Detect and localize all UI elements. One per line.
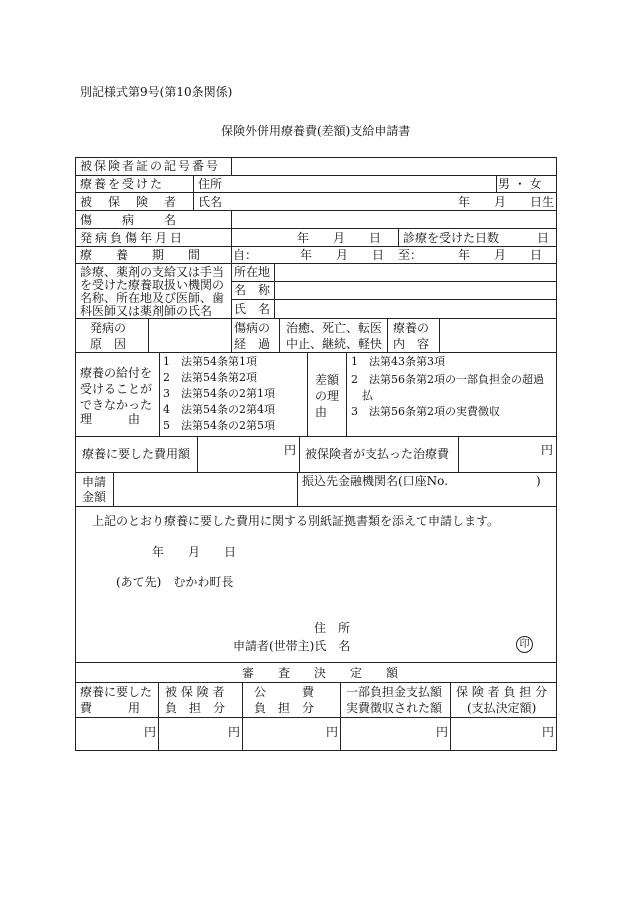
yen-unit: 円	[541, 443, 554, 457]
provider-doctor-field[interactable]	[275, 300, 556, 317]
list-item[interactable]: 5 法第54条の2第5項	[163, 419, 275, 432]
yen-unit: 円	[228, 725, 241, 739]
bank-label: 振込先金融機関名(口座No.	[302, 474, 449, 488]
review-header: 審 査 決 定 額	[242, 666, 405, 680]
cost-label: 療養に要した費用額	[82, 447, 191, 461]
applicant-address-label: 住 所	[314, 621, 351, 635]
yen-unit: 円	[284, 443, 297, 457]
period-from-label: 自：	[233, 248, 258, 262]
period-to-field[interactable]: 年 月 日	[458, 248, 543, 262]
cost-field[interactable]	[198, 437, 298, 471]
address-field[interactable]	[232, 176, 494, 191]
name-label: 氏名	[198, 195, 223, 209]
list-item[interactable]: 1 法第43条第3項	[351, 355, 445, 368]
declaration-text: 上記のとおり療養に要した費用に関する別紙証拠書類を添えて申請します。	[92, 514, 500, 528]
provider-location-label: 所在地	[234, 265, 271, 279]
address-label: 住所	[198, 177, 223, 191]
name-field[interactable]	[232, 193, 452, 209]
addressee: (あて先) むかわ町長	[116, 575, 234, 589]
bank-close: )	[536, 474, 541, 488]
applicant-name-label: 申請者(世帯主)氏 名	[233, 639, 351, 653]
list-item[interactable]: 3 法第56条第2項の実費徴収	[351, 405, 500, 418]
list-item[interactable]: 2 法第54条第2項	[163, 371, 257, 384]
yen-unit: 円	[436, 725, 449, 739]
onset-date-field[interactable]: 年 月 日	[297, 231, 382, 245]
onset-label: 発病負傷年月日	[80, 231, 186, 245]
application-date[interactable]: 年 月 日	[152, 545, 237, 559]
sex-options[interactable]: 男 ・ 女	[498, 177, 542, 191]
insured-number-label: 被保険者証の記号番号	[80, 159, 221, 173]
list-item[interactable]: 2 法第56条第2項の一部負担金の超過	[351, 373, 544, 386]
cause-field[interactable]	[149, 319, 230, 351]
period-label: 療 養 期 間	[80, 248, 201, 262]
insured-number-field[interactable]	[232, 158, 556, 174]
list-item[interactable]: 4 法第54条の2第4項	[163, 403, 275, 416]
list-item[interactable]: 3 法第54条の2第1項	[163, 387, 275, 400]
seal-mark: 印	[516, 636, 533, 653]
period-to-label: 至：	[398, 248, 423, 262]
disease-name-label: 傷 病 名	[80, 213, 179, 227]
form-number: 別記様式第9号(第10条関係)	[80, 85, 233, 99]
care-content-field[interactable]	[440, 319, 555, 351]
yen-unit: 円	[326, 725, 339, 739]
treatment-days-unit: 日	[537, 231, 550, 245]
disease-name-field[interactable]	[232, 211, 556, 227]
recipient-label-1: 療養を受けた	[80, 177, 165, 191]
provider-name-field[interactable]	[275, 282, 556, 298]
period-from-field[interactable]: 年 月 日	[300, 248, 385, 262]
request-amount-field[interactable]	[114, 473, 296, 505]
list-item[interactable]: 1 法第54条第1項	[163, 355, 257, 368]
birth-date-label: 年 月 日生	[458, 195, 555, 209]
paid-label: 被保険者が支払った治療費	[305, 447, 450, 461]
yen-unit: 円	[144, 725, 157, 739]
form-title: 保険外併用療養費(差額)支給申請書	[221, 124, 411, 138]
provider-location-field[interactable]	[275, 264, 556, 280]
treatment-days-label: 診療を受けた日数	[403, 231, 500, 245]
list-item: 払	[351, 389, 373, 402]
provider-name-label: 名 称	[234, 283, 271, 297]
provider-doctor-label: 氏 名	[234, 302, 271, 316]
recipient-label-2: 被 保 険 者	[80, 195, 179, 209]
yen-unit: 円	[542, 725, 555, 739]
